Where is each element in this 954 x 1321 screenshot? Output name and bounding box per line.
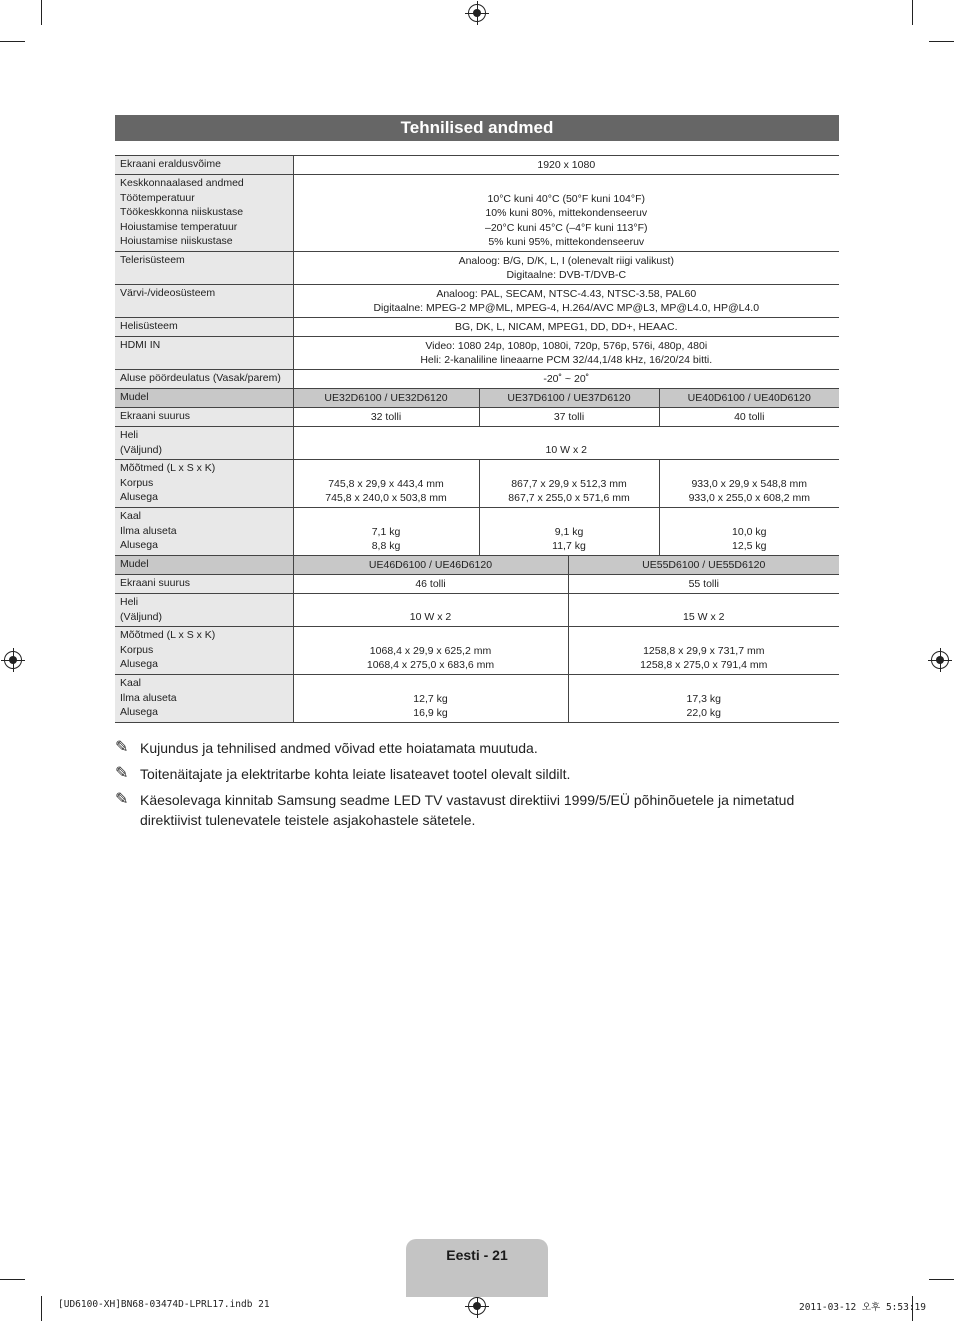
table-row	[115, 175, 839, 252]
table-row	[115, 252, 839, 285]
row-value: 55 tolli	[568, 575, 839, 594]
crop-mark	[912, 0, 913, 25]
row-value: 32 tolli	[293, 408, 479, 427]
model-name: UE40D6100 / UE40D6120	[659, 389, 839, 408]
row-value: 7,1 kg 8,8 kg	[293, 508, 479, 556]
row-label: Keskkonnaalased andmed Töötemperatuur Töökeskkonna niiskustase Hoiustamise temperatuur Hoiustamise niiskustase	[115, 175, 293, 252]
crop-mark	[0, 1279, 25, 1280]
table-row	[115, 508, 839, 556]
table-row	[115, 370, 839, 389]
model-name: UE55D6100 / UE55D6120	[568, 556, 839, 575]
crop-mark	[41, 1296, 42, 1321]
pencil-note-icon: ✎	[115, 765, 129, 782]
row-value: 10 W x 2	[293, 427, 839, 460]
row-value: BG, DK, L, NICAM, MPEG1, DD, DD+, HEAAC.	[293, 318, 839, 337]
row-label: Ekraani suurus	[115, 575, 293, 594]
row-value: 10 W x 2	[293, 594, 568, 627]
row-value: 40 tolli	[659, 408, 839, 427]
row-value: 37 tolli	[479, 408, 659, 427]
table-row	[115, 460, 839, 508]
crop-mark	[41, 0, 42, 25]
print-slug-left: [UD6100-XH]BN68-03474D-LPRL17.indb 21	[58, 1299, 270, 1310]
row-value: 9,1 kg 11,7 kg	[479, 508, 659, 556]
page-number: Eesti - 21	[446, 1247, 508, 1263]
row-label: Telerisüsteem	[115, 252, 293, 285]
print-slug-right: 2011-03-12 오후 5:53:19	[798, 1302, 926, 1313]
row-label: Heli (Väljund)	[115, 594, 293, 627]
row-label: Mõõtmed (L x S x K) Korpus Alusega	[115, 627, 293, 675]
row-label: Kaal Ilma aluseta Alusega	[115, 675, 293, 723]
row-value: 1920 x 1080	[293, 156, 839, 175]
row-value: 745,8 x 29,9 x 443,4 mm 745,8 x 240,0 x 503,8 mm	[293, 460, 479, 508]
table-row	[115, 627, 839, 675]
note-item: ✎ Toitenäitajate ja elektritarbe kohta leiate lisateavet tootel olevalt sildilt.	[115, 765, 571, 782]
notes	[115, 738, 839, 836]
table-row	[115, 427, 839, 460]
row-label: Ekraani eraldusvõime	[115, 156, 293, 175]
page-number-tab	[406, 1239, 548, 1297]
model-name: UE46D6100 / UE46D6120	[293, 556, 568, 575]
note-item: ✎ Käesolevaga kinnitab Samsung seadme LED TV vastavust direktiivi 1999/5/EÜ põhinõuetele ja nimetatud direktiivist tulenevatele teistele asjakohastele sätetele.	[115, 791, 795, 828]
row-label: Aluse pöördeulatus (Vasak/parem)	[115, 370, 293, 389]
row-value: Analoog: B/G, D/K, L, I (olenevalt riigi valikust) Digitaalne: DVB-T/DVB-C	[293, 252, 839, 285]
crop-mark	[0, 41, 25, 42]
model-header-row	[115, 556, 839, 575]
model-header-row	[115, 389, 839, 408]
row-value: Analoog: PAL, SECAM, NTSC-4.43, NTSC-3.58, PAL60 Digitaalne: MPEG-2 MP@ML, MPEG-4, H.264/AVC MP@L3, MP@L4.0, HP@L4.0	[293, 285, 839, 318]
row-label: Mõõtmed (L x S x K) Korpus Alusega	[115, 460, 293, 508]
model-name: UE37D6100 / UE37D6120	[479, 389, 659, 408]
row-value: 10,0 kg 12,5 kg	[659, 508, 839, 556]
row-value: 1258,8 x 29,9 x 731,7 mm 1258,8 x 275,0 x 791,4 mm	[568, 627, 839, 675]
table-row	[115, 318, 839, 337]
row-value: 15 W x 2	[568, 594, 839, 627]
row-label: Ekraani suurus	[115, 408, 293, 427]
row-value: 10°C kuni 40°C (50°F kuni 104°F) 10% kuni 80%, mittekondenseeruv –20°C kuni 45°C (–4°F kuni 113°F) 5% kuni 95%, mittekondenseeruv	[293, 175, 839, 252]
table-row	[115, 594, 839, 627]
pencil-note-icon: ✎	[115, 739, 129, 756]
registration-mark-icon	[468, 1297, 486, 1315]
row-value: 867,7 x 29,9 x 512,3 mm 867,7 x 255,0 x 571,6 mm	[479, 460, 659, 508]
pencil-note-icon: ✎	[115, 791, 129, 808]
registration-mark-icon	[4, 651, 22, 669]
table-row	[115, 285, 839, 318]
row-value: -20˚ ~ 20˚	[293, 370, 839, 389]
row-label: Kaal Ilma aluseta Alusega	[115, 508, 293, 556]
row-value: 933,0 x 29,9 x 548,8 mm 933,0 x 255,0 x 608,2 mm	[659, 460, 839, 508]
row-value: 12,7 kg 16,9 kg	[293, 675, 568, 723]
row-label: Helisüsteem	[115, 318, 293, 337]
model-name: UE32D6100 / UE32D6120	[293, 389, 479, 408]
row-label: Heli (Väljund)	[115, 427, 293, 460]
row-label: Mudel	[115, 556, 293, 575]
registration-mark-icon	[468, 4, 486, 22]
registration-mark-icon	[931, 651, 949, 669]
table-row	[115, 337, 839, 370]
spec-table	[115, 155, 839, 723]
page-title: Tehnilised andmed	[115, 115, 839, 141]
table-row	[115, 408, 839, 427]
row-value: Video: 1080 24p, 1080p, 1080i, 720p, 576p, 576i, 480p, 480i Heli: 2-kanaliline lineaarne PCM 32/44,1/48 kHz, 16/20/24 bitti.	[293, 337, 839, 370]
crop-mark	[929, 41, 954, 42]
row-label: Värvi-/videosüsteem	[115, 285, 293, 318]
row-label: Mudel	[115, 389, 293, 408]
table-row	[115, 156, 839, 175]
row-value: 17,3 kg 22,0 kg	[568, 675, 839, 723]
table-row	[115, 575, 839, 594]
row-value: 1068,4 x 29,9 x 625,2 mm 1068,4 x 275,0 x 683,6 mm	[293, 627, 568, 675]
note-item: ✎ Kujundus ja tehnilised andmed võivad ette hoiatamata muutuda.	[115, 739, 538, 756]
row-label: HDMI IN	[115, 337, 293, 370]
crop-mark	[929, 1279, 954, 1280]
row-value: 46 tolli	[293, 575, 568, 594]
table-row	[115, 675, 839, 723]
